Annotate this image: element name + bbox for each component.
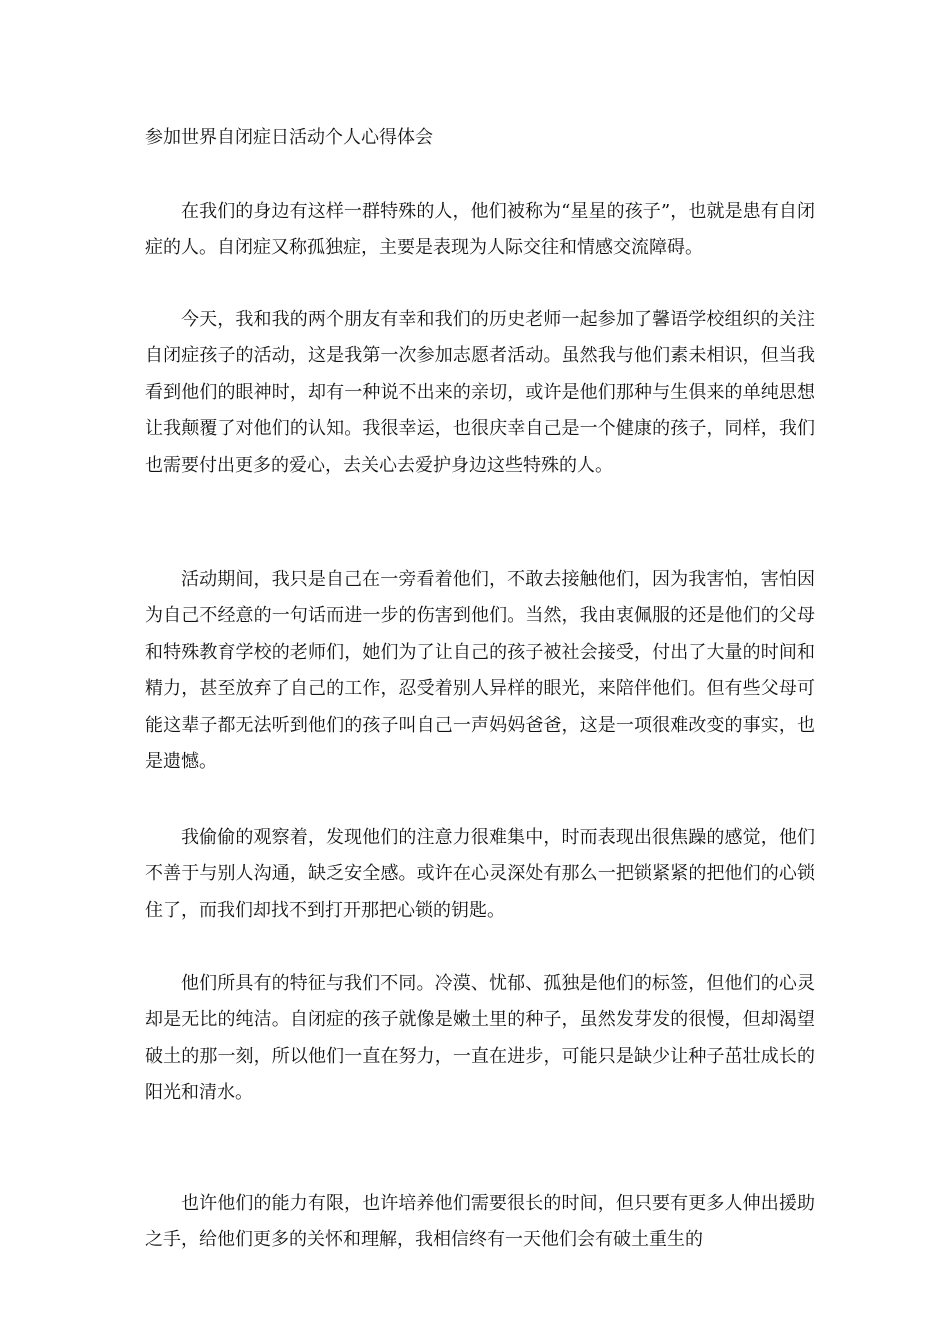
paragraph-1: 在我们的身边有这样一群特殊的人，他们被称为“星星的孩子”，也就是患有自闭症的人。自闭症又称孤独症，主要是表现为人际交往和情感交流障碍。 [145, 201, 815, 259]
paragraph-5: 他们所具有的特征与我们不同。冷漠、忧郁、孤独是他们的标签，但他们的心灵却是无比的纯洁。自闭症的孩子就像是嫩土里的种子，虽然发芽发的很慢，但却渴望破土的那一刻，所以他们一直在努力，一直在进步，可能只是缺少让种子茁壮成长的阳光和清水。 [145, 973, 815, 1104]
paragraph-6: 也许他们的能力有限，也许培养他们需要很长的时间，但只要有更多人伸出援助之手，给他们更多的关怀和理解，我相信终有一天他们会有破土重生的 [145, 1193, 815, 1251]
paragraph-3: 活动期间，我只是自己在一旁看着他们，不敢去接触他们，因为我害怕，害怕因为自己不经意的一句话而进一步的伤害到他们。当然，我由衷佩服的还是他们的父母和特殊教育学校的老师们，她们为了让自己的孩子被社会接受，付出了大量的时间和精力，甚至放弃了自己的工作，忍受着别人异样的眼光，来陪伴他们。但有些父母可能这辈子都无法听到他们的孩子叫自己一声妈妈爸爸，这是一项很难改变的事实，也是遗憾。 [145, 569, 815, 773]
document-title: 参加世界自闭症日活动个人心得体会 [145, 127, 433, 148]
paragraph-2: 今天，我和我的两个朋友有幸和我们的历史老师一起参加了馨语学校组织的关注自闭症孩子的活动，这是我第一次参加志愿者活动。虽然我与他们素未相识，但当我看到他们的眼神时，却有一种说不出来的亲切，或许是他们那种与生俱来的单纯思想让我颠覆了对他们的认知。我很幸运，也很庆幸自己是一个健康的孩子，同样，我们也需要付出更多的爱心，去关心去爱护身边这些特殊的人。 [145, 309, 815, 476]
paragraph-4: 我偷偷的观察着，发现他们的注意力很难集中，时而表现出很焦躁的感觉，他们不善于与别人沟通，缺乏安全感。或许在心灵深处有那么一把锁紧紧的把他们的心锁住了，而我们却找不到打开那把心锁的钥匙。 [145, 827, 815, 921]
